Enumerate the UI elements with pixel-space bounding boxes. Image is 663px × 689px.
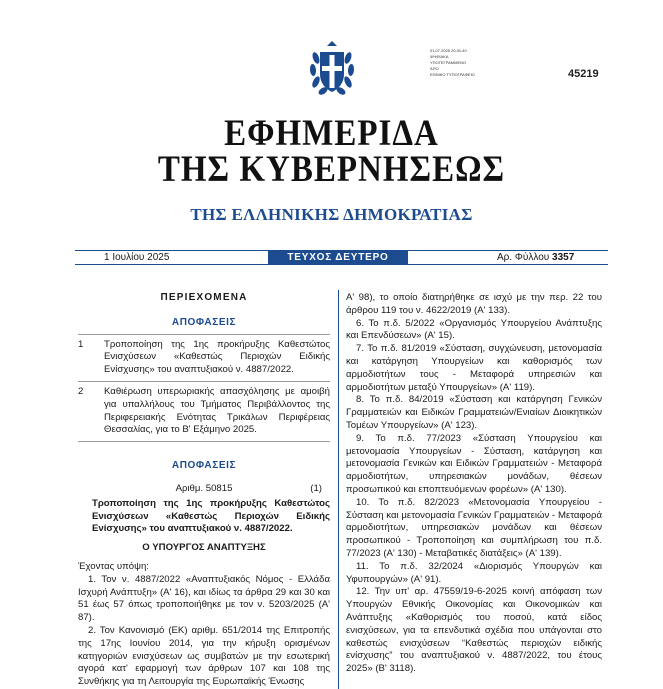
greek-coat-of-arms-icon: [307, 38, 357, 98]
paragraph: 6. Το π.δ. 5/2022 «Οργανισμός Υπουργείου Ανάπτυξης και Επενδύσεων» (Α' 15).: [346, 317, 602, 342]
digital-signature-stamp: [430, 48, 540, 78]
decision-title: Τροποποίηση της 1ης προκήρυξης Καθεστώτος Ενισχύσεων «Καθεστώς Περιοχών Ειδικής Ενίσχυσης» του αναπτυξιακού ν. 4887/2022.: [92, 497, 330, 535]
paragraph: 11. Το π.δ. 32/2024 «Διορισμός Υπουργών και Υφυπουργών» (Α' 91).: [346, 560, 602, 585]
paragraph: 9. Το π.δ. 77/2023 «Σύσταση Υπουργείου και μετονομασία Υπουργείων - Σύσταση, κατάργηση και μετονομασία Γενικών και Ειδικών Γραμματειών - Μεταφορά αρμοδιοτήτων, υπηρεσιακών μονάδων, θέσεων προσωπικού και εποπτευόμενων φορέων» (Α' 130).: [346, 432, 602, 495]
considering-text: Έχοντας υπόψη:: [78, 560, 149, 572]
toc-item-number: 2: [78, 385, 84, 397]
left-column: [78, 292, 330, 689]
toc-item-text: Τροποποίηση της 1ης προκήρυξης Καθεστώτος Ενισχύσεων «Καθεστώς Περιοχών Ειδικής Ενίσχυσης» του αναπτυξιακού ν. 4887/2022.: [104, 338, 330, 376]
stamp-line: ΑΠΟ: [430, 66, 439, 71]
paragraph: 10. Το π.δ. 82/2023 «Μετονομασία Υπουργείου - Σύσταση και μετονομασία Γενικών Γραμματειών - Μεταφορά αρμοδιοτήτων, υπηρεσιακών μονάδων και θέσεων προσωπικού - Τροποποίηση και συμπλήρωση του π.δ. 77/2023 (Α' 130) - Μεταβατικές διατάξεις» (Α' 139).: [346, 496, 602, 559]
decision-number-row: [78, 483, 330, 496]
stamp-line: ΥΠΟΓΕΓΡΑΜΜΕΝΟ: [430, 60, 467, 65]
toc-divider: [78, 381, 330, 382]
decisions-heading: ΑΠΟΦΑΣΕΙΣ: [171, 316, 237, 328]
stamp-line: ΨΗΦΙΑΚΑ: [430, 54, 449, 59]
paragraph: 1. Τον ν. 4887/2022 «Αναπτυξιακός Νόμος - Ελλάδα Ισχυρή Ανάπτυξη» (Α' 16), και ιδίως τα άρθρα 29 και 30 και 51 έως 57 όπως τροποποιήθηκε με τον ν. 5203/2025 (Α' 87).: [78, 573, 330, 624]
toc-divider: [78, 334, 330, 335]
decision-number: Αριθμ. 50815: [175, 482, 233, 494]
toc-item-number: 1: [78, 338, 84, 350]
column-divider: [338, 290, 339, 689]
minister-heading: Ο ΥΠΟΥΡΓΟΣ ΑΝΑΠΤΥΞΗΣ: [142, 542, 266, 554]
sheet-label: Αρ. Φύλλου: [497, 252, 550, 263]
issue-date: 1 Ιουλίου 2025: [104, 252, 170, 263]
toc-item[interactable]: [78, 339, 330, 377]
right-column: [346, 292, 602, 676]
sheet-value: 3357: [552, 252, 575, 263]
toc-divider: [78, 441, 330, 442]
issue-number: 45219: [568, 68, 599, 80]
stamp-line: 01.07.2025 20:31:40: [430, 48, 467, 53]
gazette-title-line1: ΕΦΗΜΕΡΙΔΑ: [224, 113, 439, 155]
paragraph: 8. Το π.δ. 84/2019 «Σύσταση και κατάργηση Γενικών Γραμματειών και Ειδικών Γραμματειών/Ενιαίων Διοικητικών Τομέων Υπουργείων» (Α' 123).: [346, 394, 602, 431]
toc-item[interactable]: [78, 386, 330, 437]
paragraph: 7. Το π.δ. 81/2019 «Σύσταση, συγχώνευση, μετονομασία και κατάργηση Υπουργείων και καθορισμός των αρμοδιοτήτων τους - Μεταφορά υπηρεσιών και αρμοδιοτήτων μεταξύ Υπουργείων» (Α' 119).: [346, 343, 602, 393]
sheet-number: [497, 251, 574, 264]
paragraph: 12. Την υπ' αρ. 47559/19-6-2025 κοινή απόφαση των Υπουργών Εθνικής Οικονομίας και Οικονομικών και Ανάπτυξης «Καθορισμός του ποσού, κατά είδος ενισχύσεων, για τα επενδυτικά σχέδια που υπάγονται στο καθεστώς ενισχύσεων “Καθεστώς περιοχών ειδικής ενίσχυσης” του αναπτυξιακού ν. 4887/2022, του έτους 2025» (Β' 3118).: [346, 586, 602, 675]
contents-heading: ΠΕΡΙΕΧΟΜΕΝΑ: [160, 292, 248, 303]
stamp-line: ΕΘΝΙΚΟ ΤΥΠΟΓΡΑΦΕΙΟ: [430, 72, 475, 77]
toc-item-text: Καθιέρωση υπερωριακής απασχόλησης με αμοιβή για υπαλλήλους του Τμήματος Περιβάλλοντος της Περιφερειακής Ενότητας Τρικάλων Περιφέρειας Θεσσαλίας, για το Β' Εξάμηνο 2025.: [104, 385, 330, 436]
series-badge: ΤΕΥΧΟΣ ΔΕΥΤΕΡΟ: [268, 250, 408, 265]
gazette-subtitle: ΤΗΣ ΕΛΛΗΝΙΚΗΣ ΔΗΜΟΚΡΑΤΙΑΣ: [190, 205, 473, 224]
gazette-title-line2: ΤΗΣ ΚΥΒΕΡΝΗΣΕΩΣ: [157, 149, 506, 191]
decisions-heading-2: ΑΠΟΦΑΣΕΙΣ: [171, 460, 237, 472]
paragraph: 2. Τον Κανονισμό (ΕΚ) αριθμ. 651/2014 της Επιτροπής της 17ης Ιουνίου 2014, για την κήρυξη ορισμένων κατηγοριών ενισχύσεων ως συμβατών με την εσωτερική αγορά κατ' εφαρμογή των άρθρων 107 και 108 της Συνθήκης για τη Λειτουργία της Ευρωπαϊκής Ένωσης: [78, 624, 330, 688]
decision-ref: (1): [310, 482, 322, 494]
paragraph: Α' 98), το οποίο διατηρήθηκε σε ισχύ με την περ. 22 του άρθρου 119 του ν. 4622/2019 (Α' 133).: [346, 292, 602, 316]
